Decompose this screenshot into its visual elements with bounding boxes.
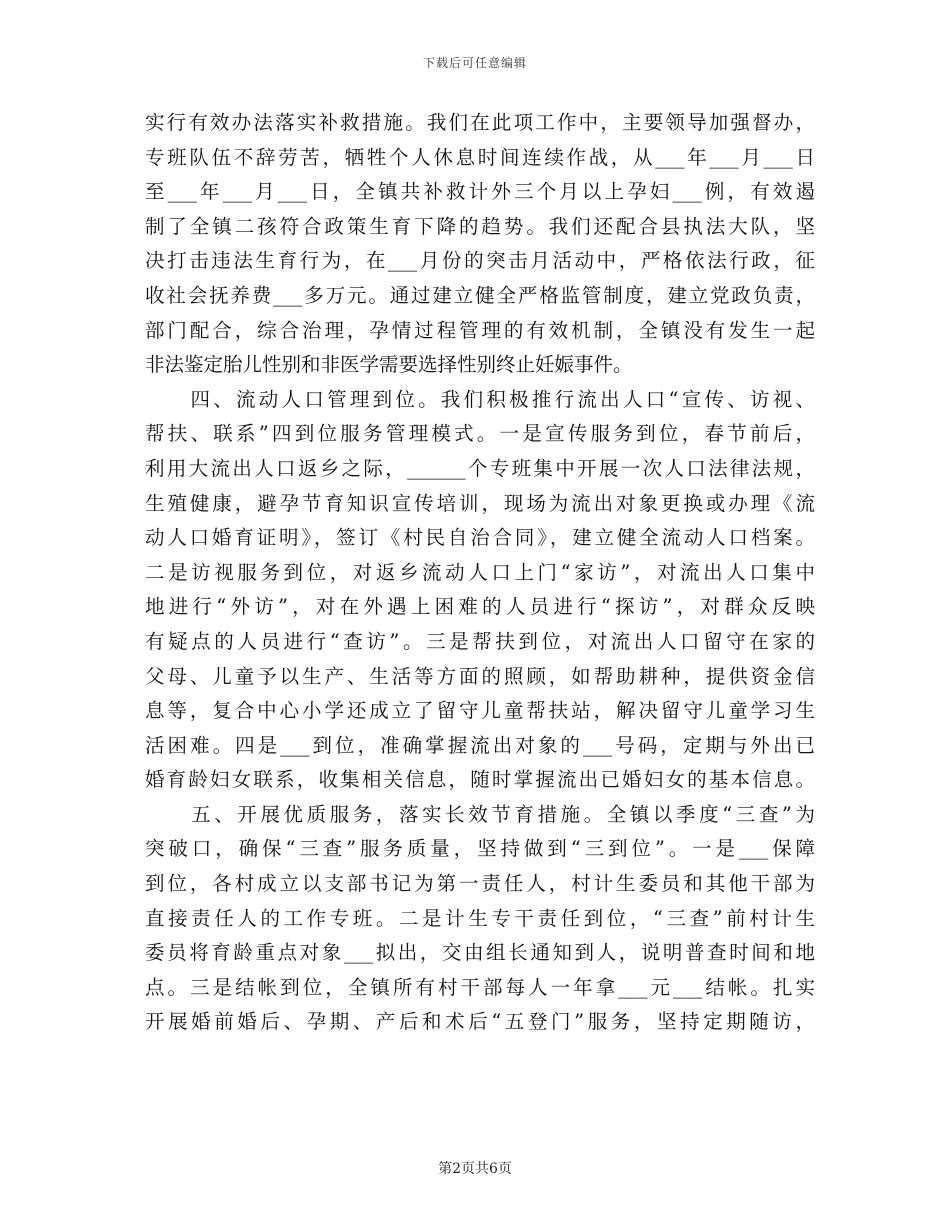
text-line: 生殖健康，避孕节育知识宣传培训，现场为流出对象更换或办理《流 [145,491,815,515]
text-line: 动人口婚育证明》，签订《村民自治合同》，建立健全流动人口档案。 [145,526,815,550]
text-line: 二是访视服务到位，对返乡流动人口上门“家访”，对流出人口集中 [145,560,815,584]
text-line: 活困难。四是___到位，准确掌握流出对象的___号码，定期与外出已 [145,733,815,757]
text-line: 点。三是结帐到位，全镇所有村干部每人一年拿___元___结帐。扎实 [145,975,815,999]
text-line: 开展婚前婚后、孕期、产后和术后“五登门”服务，坚持定期随访， [145,1010,815,1034]
text-line: 父母、儿童予以生产、生活等方面的照顾，如帮助耕种，提供资金信 [145,664,815,688]
text-line: 有疑点的人员进行“查访”。三是帮扶到位，对流出人口留守在家的 [145,629,815,653]
text-line: 帮扶、联系”四到位服务管理模式。一是宣传服务到位，春节前后， [145,422,815,446]
text-line: 四、流动人口管理到位。我们积极推行流出人口“宣传、访视、 [145,387,815,411]
text-line: 专班队伍不辞劳苦，牺牲个人休息时间连续作战，从___年___月___日 [145,145,815,169]
text-line: 非法鉴定胎儿性别和非医学需要选择性别终止妊娠事件。 [145,353,633,377]
text-line: 五、开展优质服务，落实长效节育措施。全镇以季度“三查”为 [145,802,815,826]
text-line: 收社会抚养费___多万元。通过建立健全严格监管制度，建立党政负责， [145,283,815,307]
text-line: 至___年___月___日，全镇共补救计外三个月以上孕妇___例，有效遏 [145,180,815,204]
text-line: 婚育龄妇女联系，收集相关信息，随时掌握流出已婚妇女的基本信息。 [145,768,815,792]
text-line: 制了全镇二孩符合政策生育下降的趋势。我们还配合县执法大队，坚 [145,214,815,238]
page-number: 第2页共6页 [438,1161,512,1177]
text-line: 决打击违法生育行为，在___月份的突击月活动中，严格依法行政，征 [145,249,815,273]
text-line: 委员将育龄重点对象___拟出，交由组长通知到人，说明普查时间和地 [145,941,815,965]
text-line: 利用大流出人口返乡之际，______个专班集中开展一次人口法律法规， [145,456,815,480]
text-line: 部门配合，综合治理，孕情过程管理的有效机制，全镇没有发生一起 [145,318,815,342]
text-line: 地进行“外访”，对在外遇上困难的人员进行“探访”，对群众反映 [145,595,815,619]
text-line: 直接责任人的工作专班。二是计生专干责任到位，“三查”前村计生 [145,906,815,930]
text-line: 到位，各村成立以支部书记为第一责任人，村计生委员和其他干部为 [145,872,815,896]
document-body [145,106,815,1040]
text-line: 实行有效办法落实补救措施。我们在此项工作中，主要领导加强督办， [145,111,815,134]
page-header-note: 下载后可任意编辑 [422,56,527,70]
text-line: 息等，复合中心小学还成立了留守儿童帮扶站，解决留守儿童学习生 [145,699,815,723]
text-line: 突破口，确保“三查”服务质量，坚持做到“三到位”。一是___保障 [145,837,815,861]
